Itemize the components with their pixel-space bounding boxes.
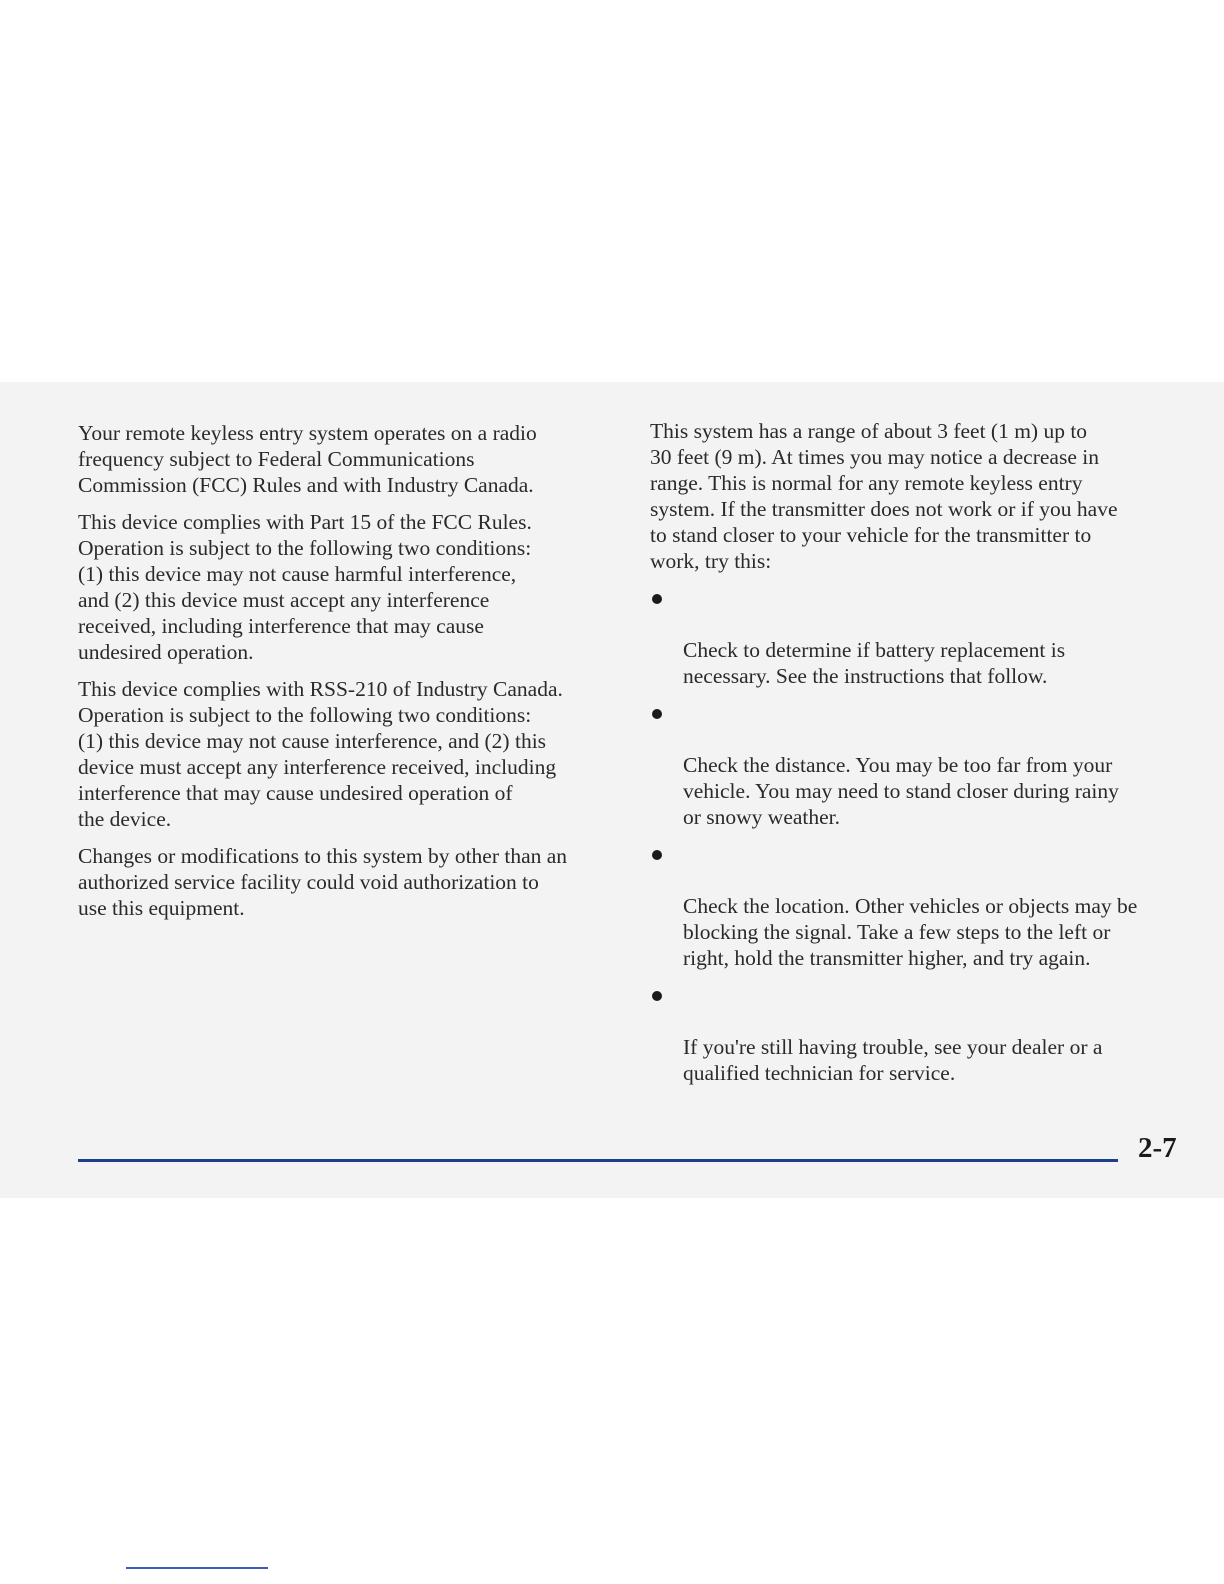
list-item-text: Check the location. Other vehicles or objects may be blocking the signal. Take a few steps to the left or right, hold the transmitter higher, and try again. (683, 894, 1138, 970)
list-item (650, 841, 1190, 971)
bullet-icon (652, 850, 662, 860)
list-item-text: If you're still having trouble, see your dealer or a qualified technician for service. (683, 1035, 1103, 1085)
list-item (650, 982, 1190, 1086)
paragraph-modifications-warning: Changes or modifications to this system by other than an authorized service facility could void authorization to use this equipment. (78, 844, 568, 920)
page-number: 2-7 (1138, 1132, 1177, 1164)
left-column (78, 420, 623, 932)
bullet-icon (652, 594, 662, 604)
list-item-text: Check to determine if battery replacement is necessary. See the instructions that follow. (683, 638, 1066, 688)
paragraph-rss-210: This device complies with RSS-210 of Industry Canada. Operation is subject to the following two conditions: (1) this device may not cause interference, and (2) this device must accept any interference received, including interference that may cause undesired operation of the device. (78, 677, 563, 831)
right-column (650, 418, 1190, 1097)
bullet-icon (652, 991, 662, 1001)
paragraph-fcc-part-15: This device complies with Part 15 of the FCC Rules. Operation is subject to the following two conditions: (1) this device may not cause harmful interference, and (2) this device must accept any interference received, including interference that may cause undesired operation. (78, 510, 532, 664)
paragraph-rke-frequency: Your remote keyless entry system operates on a radio frequency subject to Federal Communications Commission (FCC) Rules and with Industry Canada. (78, 421, 537, 497)
bullet-icon (652, 709, 662, 719)
bottom-link-underline (126, 1567, 268, 1569)
troubleshooting-list (650, 585, 1190, 1086)
paragraph-range-intro: This system has a range of about 3 feet (1 m) up to 30 feet (9 m). At times you may notice a decrease in range. This is normal for any remote keyless entry system. If the transmitter does not work or if you have to stand closer to your vehicle for the transmitter to work, try this: (650, 419, 1118, 573)
footer-rule (78, 1159, 1118, 1162)
list-item (650, 700, 1190, 830)
list-item-text: Check the distance. You may be too far from your vehicle. You may need to stand closer during rainy or snowy weather. (683, 753, 1119, 829)
list-item (650, 585, 1190, 689)
